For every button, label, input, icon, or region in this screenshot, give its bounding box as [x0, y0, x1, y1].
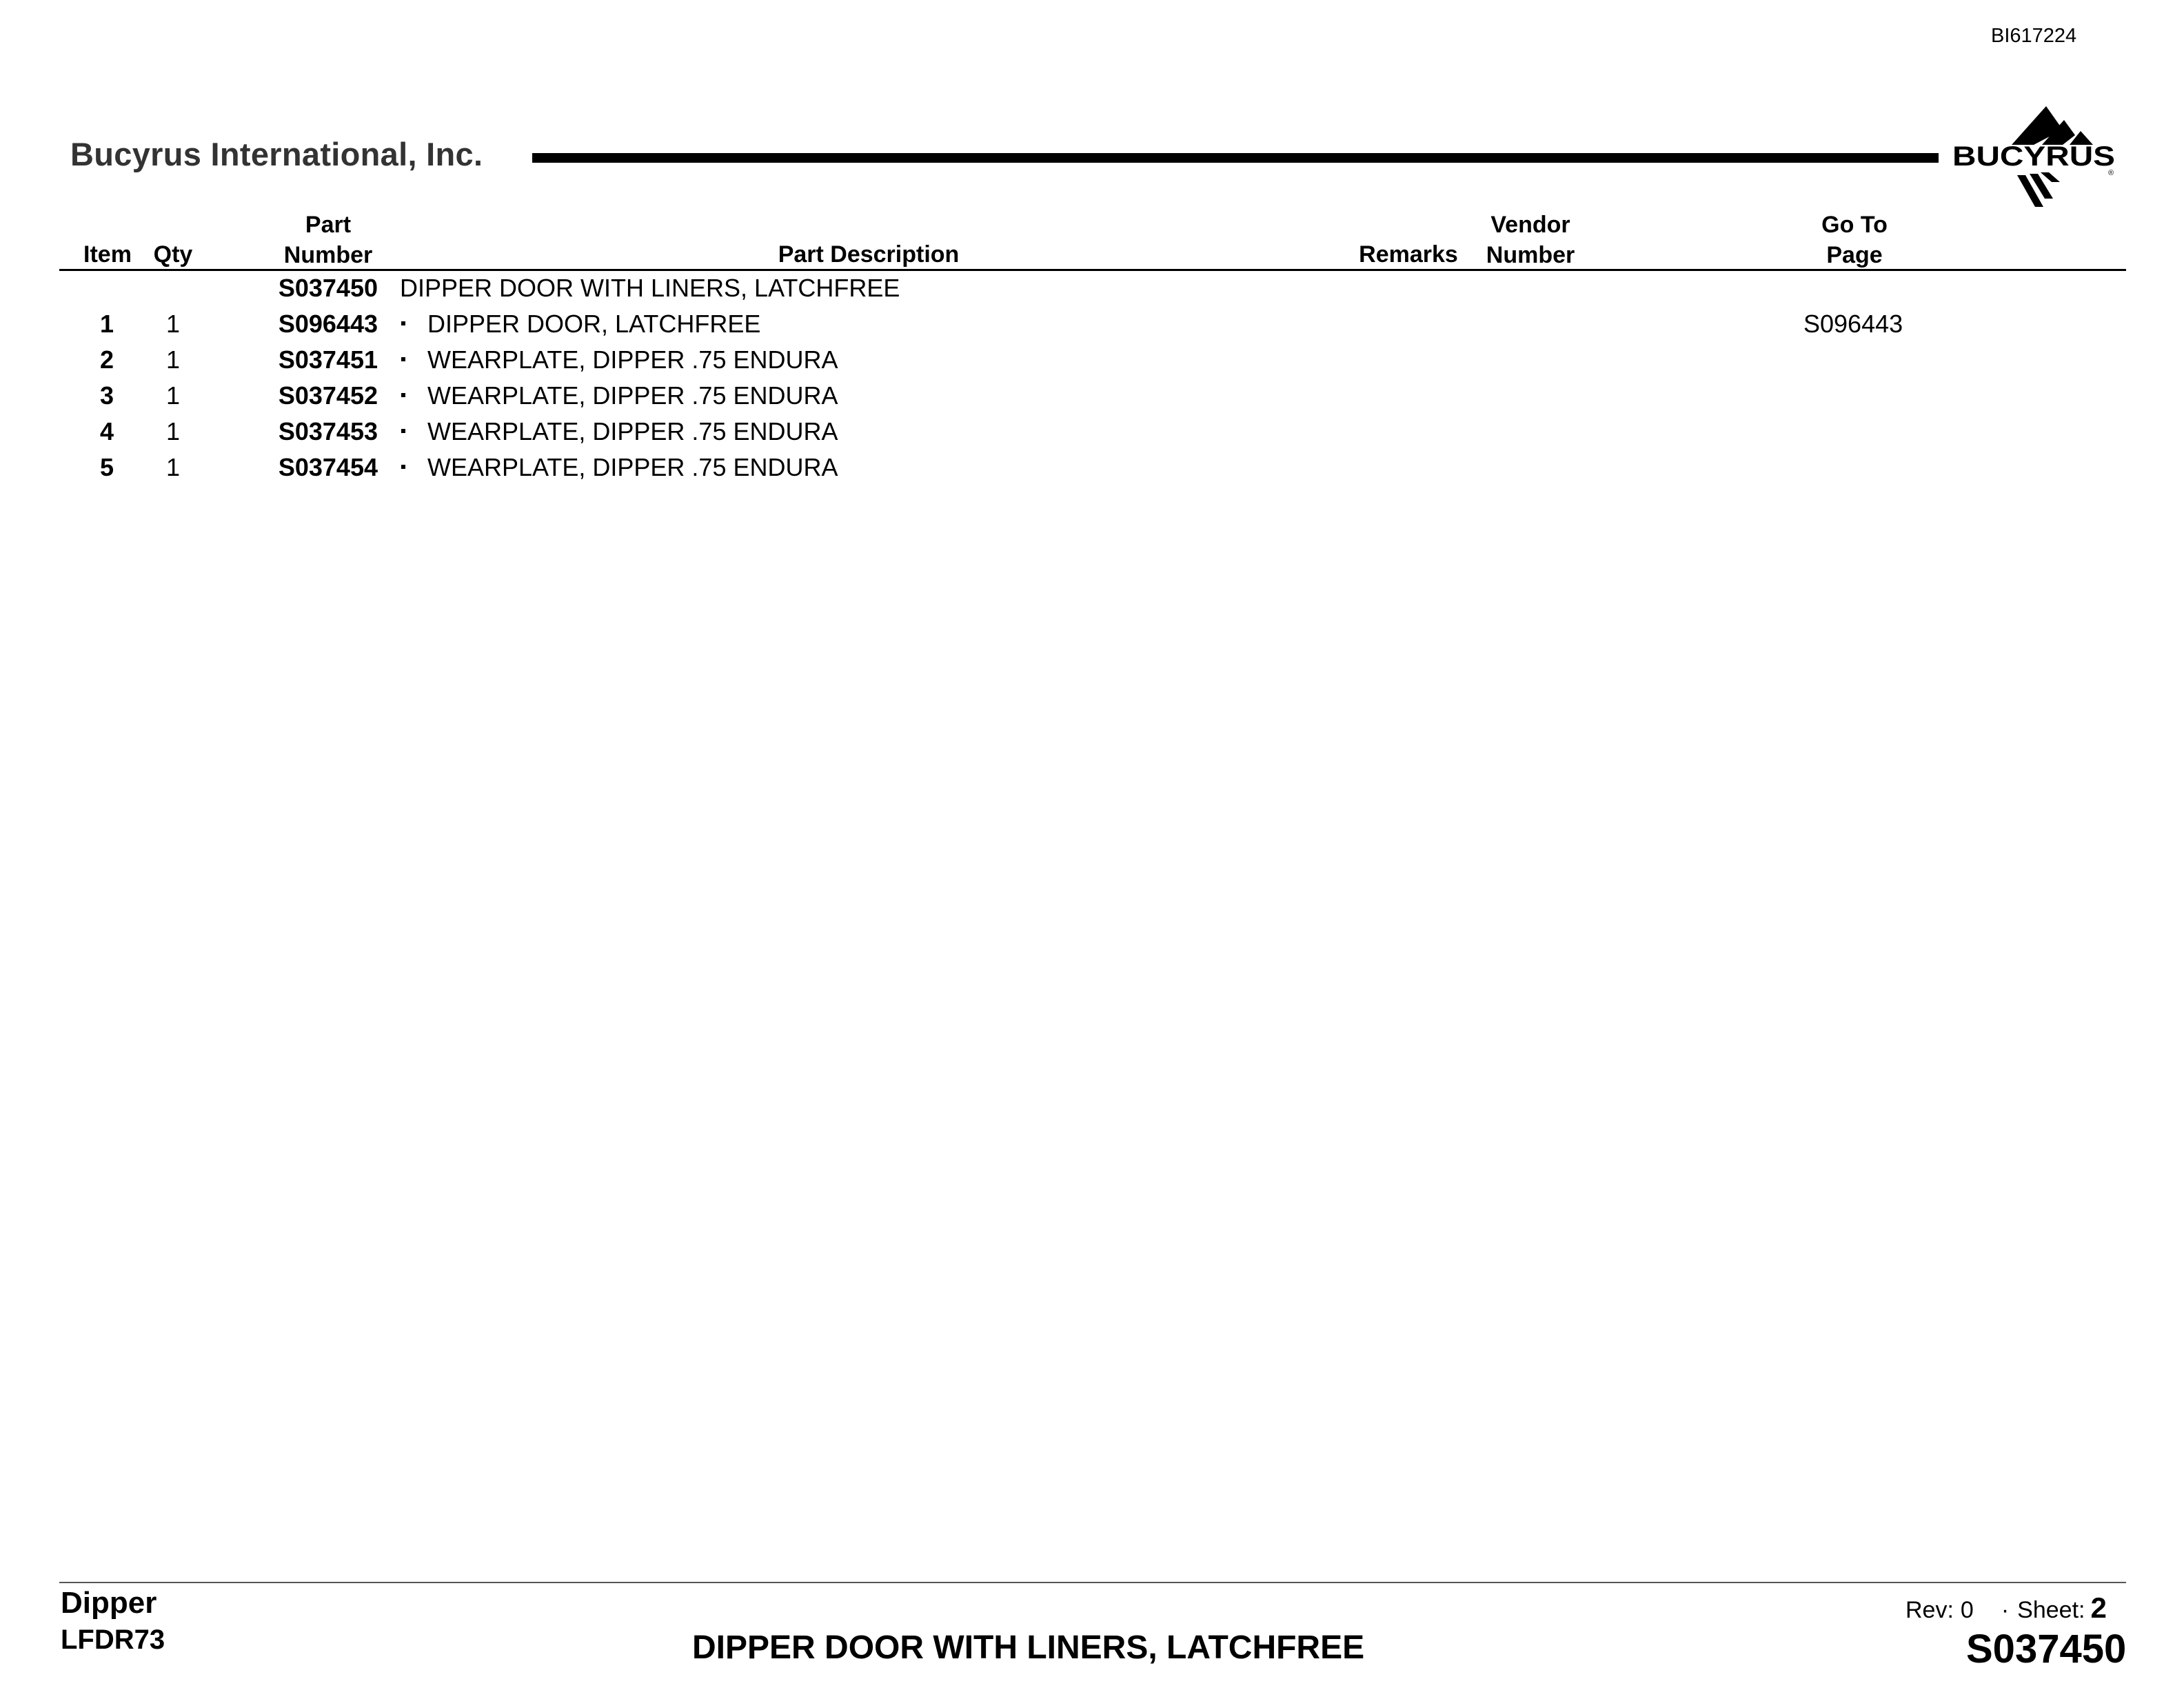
bullet-icon	[401, 393, 405, 397]
part-number: S037453	[278, 417, 378, 445]
quantity: 1	[165, 417, 181, 445]
item-number: 1	[99, 310, 114, 338]
quantity: 1	[165, 310, 181, 338]
company-name: Bucyrus International, Inc.	[70, 136, 483, 172]
part-number: S096443	[278, 310, 378, 338]
item-number: 3	[99, 381, 114, 410]
separator: ·	[2001, 1597, 2010, 1623]
assembly-row	[0, 270, 2184, 306]
part-description	[400, 450, 838, 485]
quantity: 1	[165, 453, 181, 481]
part-description-text: WEARPLATE, DIPPER .75 ENDURA	[427, 381, 838, 410]
logo-wordmark: BUCYRUS	[1952, 141, 2115, 172]
part-description-text: DIPPER DOOR, LATCHFREE	[427, 310, 761, 338]
table-row	[0, 342, 2184, 378]
header-vendor-number: Vendor Number	[1486, 212, 1575, 268]
part-description-text: WEARPLATE, DIPPER .75 ENDURA	[427, 345, 838, 374]
item-number: 2	[99, 345, 114, 374]
quantity: 1	[165, 345, 181, 374]
quantity: 1	[165, 381, 181, 410]
footer-revision-sheet	[1905, 1591, 2107, 1625]
part-description	[400, 414, 838, 450]
header-item: Item	[83, 241, 132, 268]
part-description	[400, 306, 760, 342]
bucyrus-logo	[1945, 103, 2122, 214]
header-go-to-page: Go To Page	[1821, 212, 1888, 268]
footer-model-number: LFDR73	[61, 1625, 165, 1655]
sheet-label: Sheet:	[2017, 1597, 2085, 1623]
part-number: S037452	[278, 381, 378, 410]
document-id: BI617224	[1991, 25, 2077, 47]
table-row	[0, 306, 2184, 342]
part-description-text: WEARPLATE, DIPPER .75 ENDURA	[427, 417, 838, 445]
bullet-icon	[401, 429, 405, 433]
header-part-number: Part Number	[283, 212, 373, 268]
go-to-page-link[interactable]: S096443	[1803, 310, 1903, 338]
assembly-part-number: S037450	[278, 274, 378, 302]
bullet-icon	[401, 465, 405, 469]
rev-label: Rev:	[1905, 1597, 1954, 1623]
table-row	[0, 414, 2184, 450]
part-description	[400, 378, 838, 414]
table-row	[0, 378, 2184, 414]
part-number: S037454	[278, 453, 378, 481]
table-row	[0, 450, 2184, 485]
header-part-description: Part Description	[778, 241, 960, 268]
header-divider	[532, 153, 1939, 163]
svg-text:®: ®	[2108, 169, 2114, 177]
footer-section-name: Dipper	[61, 1586, 157, 1620]
item-number: 4	[99, 417, 114, 445]
footer-title: DIPPER DOOR WITH LINERS, LATCHFREE	[692, 1629, 1365, 1666]
part-number: S037451	[278, 345, 378, 374]
rev-value: 0	[1960, 1597, 1974, 1623]
bullet-icon	[401, 321, 405, 325]
footer-divider	[59, 1582, 2126, 1583]
assembly-description: DIPPER DOOR WITH LINERS, LATCHFREE	[400, 274, 900, 302]
bullet-icon	[401, 357, 405, 361]
header-qty: Qty	[153, 241, 193, 268]
item-number: 5	[99, 453, 114, 481]
sheet-value: 2	[2090, 1591, 2107, 1624]
header-remarks: Remarks	[1359, 241, 1458, 268]
part-description-text: WEARPLATE, DIPPER .75 ENDURA	[427, 453, 838, 481]
footer-part-number: S037450	[1966, 1627, 2127, 1671]
part-description	[400, 342, 838, 378]
